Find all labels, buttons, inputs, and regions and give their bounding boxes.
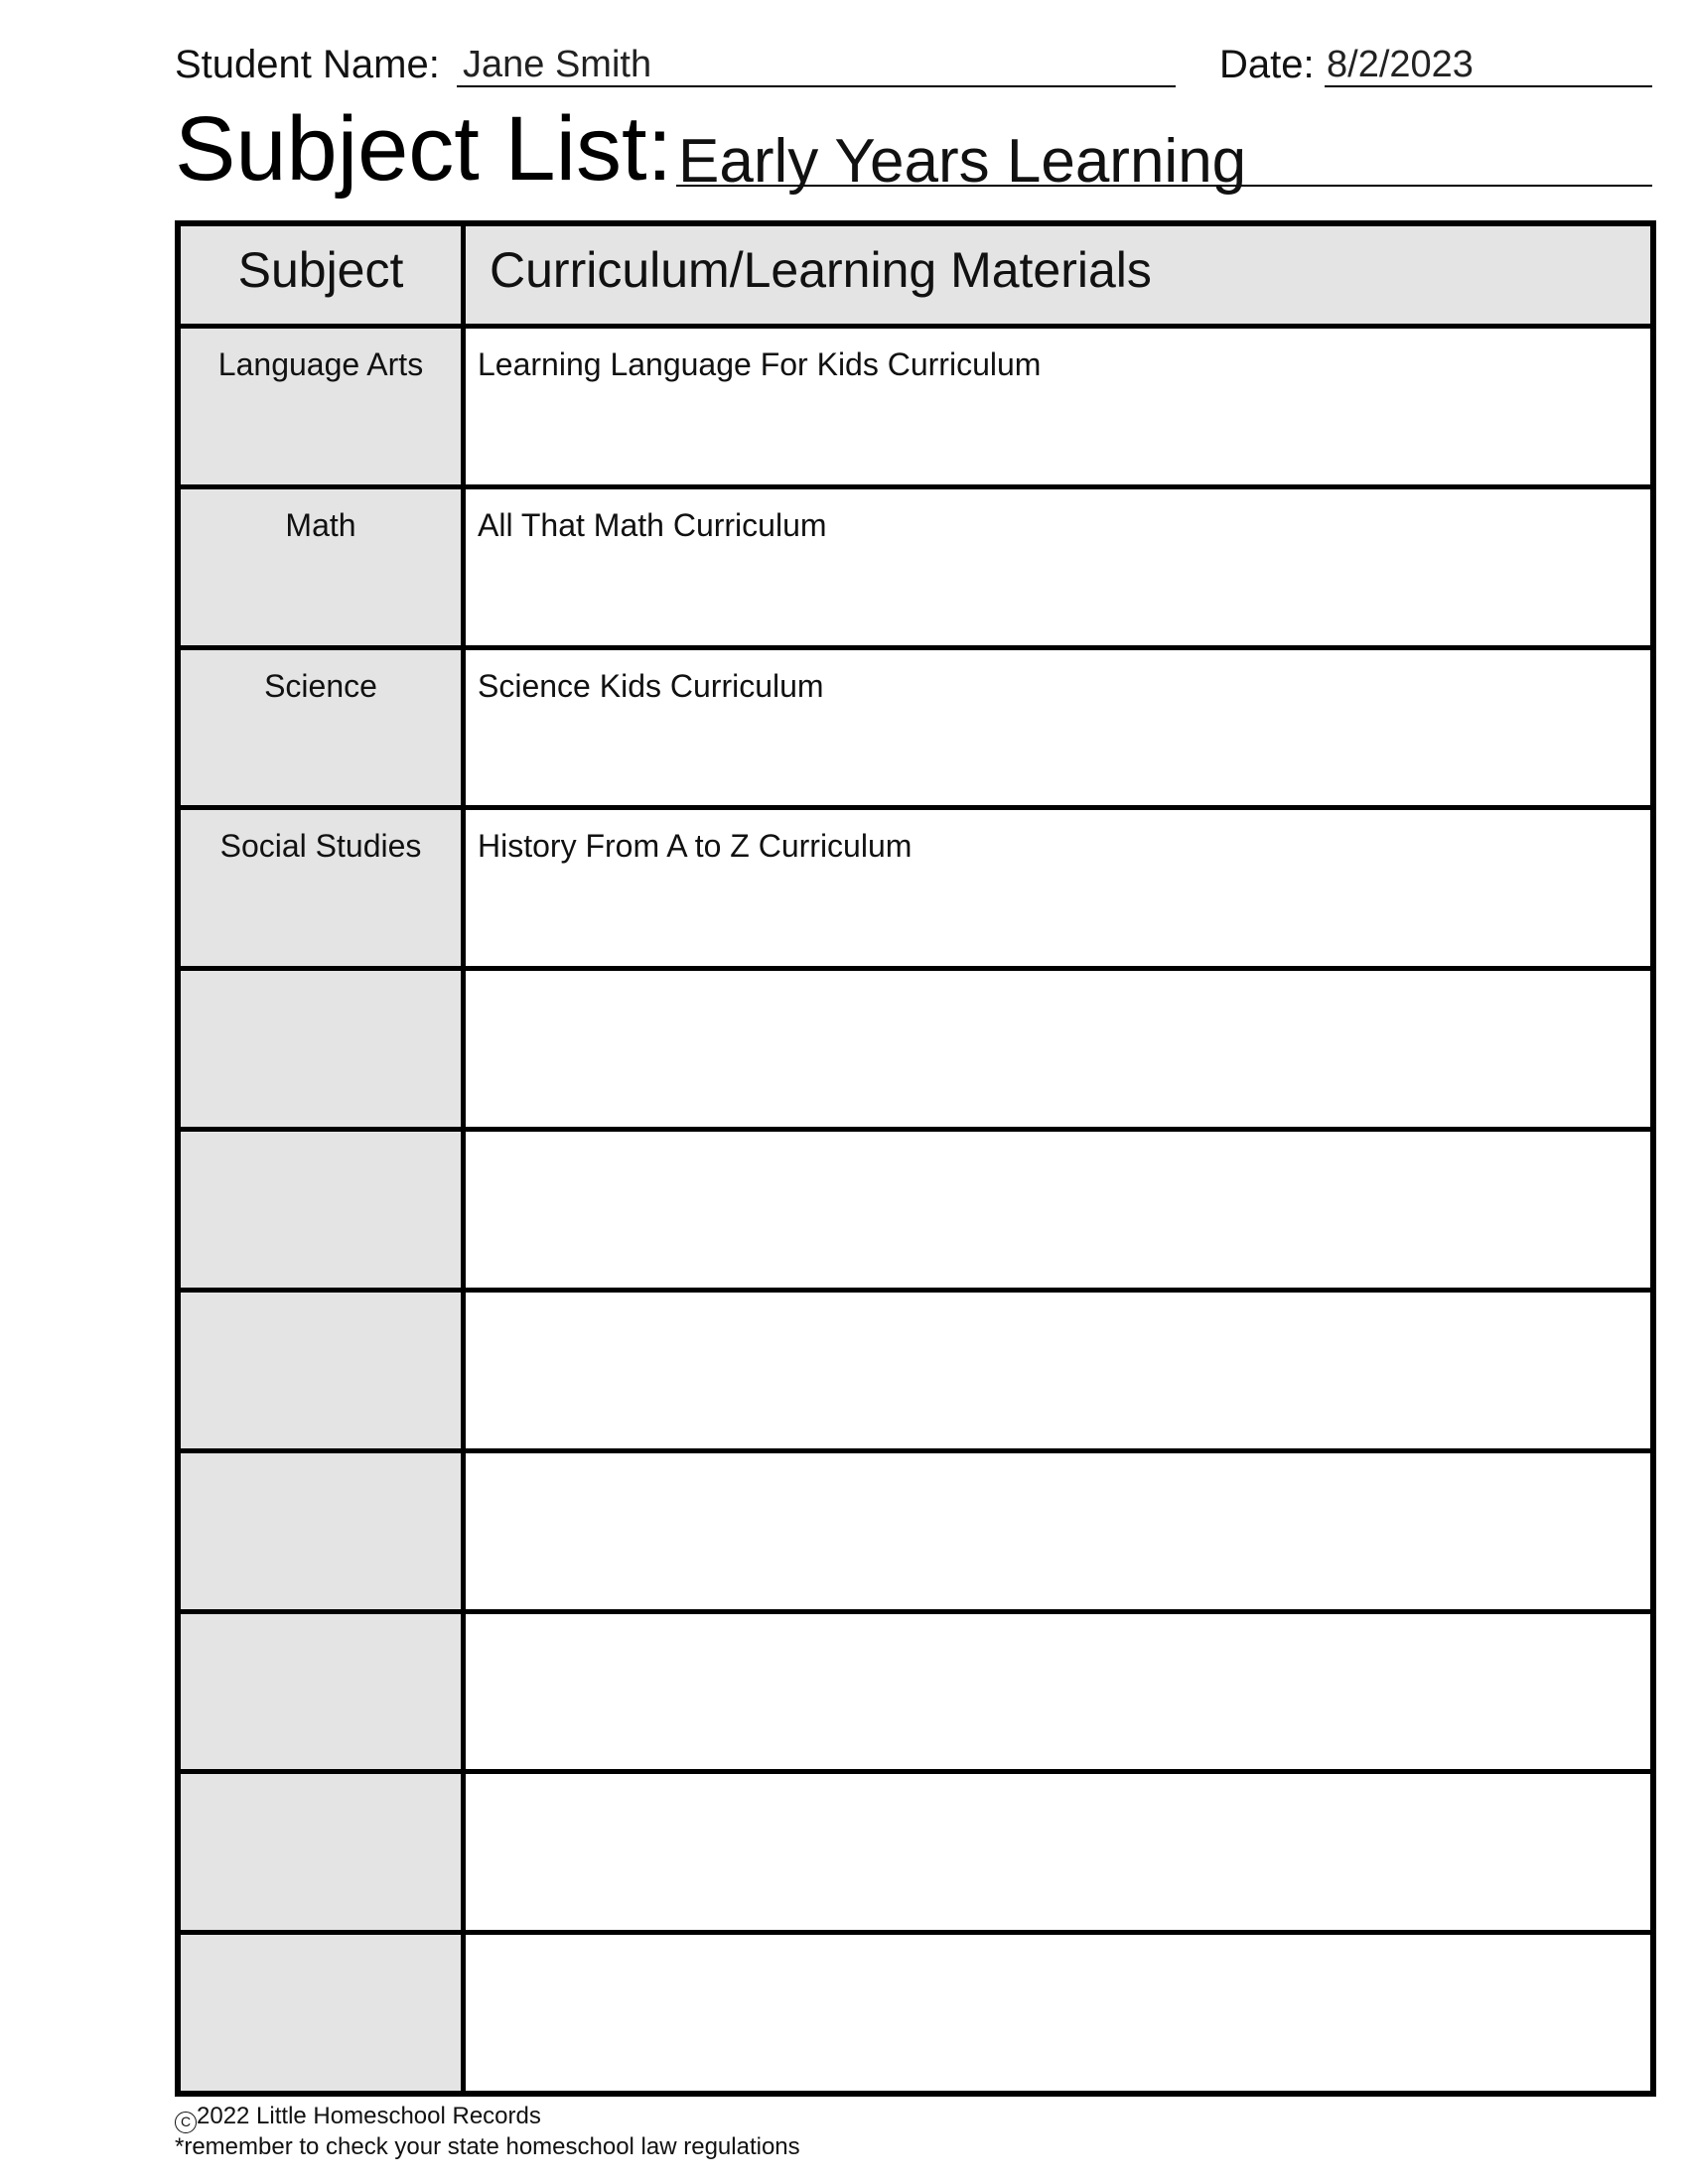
subject-cell[interactable] — [181, 1774, 461, 1930]
material-cell[interactable] — [466, 1453, 1650, 1609]
copyright-text: 2022 Little Homeschool Records — [197, 2103, 541, 2129]
copyright-icon: C — [175, 2112, 197, 2133]
subject-cell[interactable] — [181, 1614, 461, 1770]
material-cell[interactable] — [466, 1293, 1650, 1448]
footer-note: *remember to check your state homeschool law regulations — [175, 2133, 800, 2160]
subject-cell[interactable] — [181, 1132, 461, 1288]
student-name-label: Student Name: — [175, 43, 440, 86]
material-cell[interactable] — [466, 971, 1650, 1127]
date-label: Date: — [1219, 43, 1315, 86]
column-header-subject: Subject — [181, 226, 461, 324]
subject-cell[interactable]: Math — [181, 489, 461, 645]
date-field[interactable]: 8/2/2023 — [1325, 38, 1652, 87]
subject-cell[interactable]: Language Arts — [181, 329, 461, 484]
subject-cell[interactable] — [181, 1293, 461, 1448]
subject-table — [175, 220, 1656, 2097]
material-cell[interactable]: Science Kids Curriculum — [466, 650, 1650, 806]
subject-cell[interactable]: Science — [181, 650, 461, 806]
material-cell[interactable]: Learning Language For Kids Curriculum — [466, 329, 1650, 484]
subject-cell[interactable]: Social Studies — [181, 810, 461, 966]
material-cell[interactable] — [466, 1774, 1650, 1930]
header-row — [175, 38, 1652, 91]
column-header-materials: Curriculum/Learning Materials — [466, 226, 1650, 324]
subject-cell[interactable] — [181, 1453, 461, 1609]
material-cell[interactable] — [466, 1935, 1650, 2091]
copyright-line — [175, 2103, 800, 2133]
material-cell[interactable] — [466, 1132, 1650, 1288]
student-name-field[interactable]: Jane Smith — [457, 38, 1176, 87]
title-row — [175, 99, 1652, 199]
material-cell[interactable]: All That Math Curriculum — [466, 489, 1650, 645]
footer — [175, 2103, 800, 2161]
material-cell[interactable]: History From A to Z Curriculum — [466, 810, 1650, 966]
subject-cell[interactable] — [181, 1935, 461, 2091]
page-title: Subject List: — [175, 98, 673, 200]
material-cell[interactable] — [466, 1614, 1650, 1770]
subject-cell[interactable] — [181, 971, 461, 1127]
subject-list-field[interactable]: Early Years Learning — [676, 117, 1652, 187]
